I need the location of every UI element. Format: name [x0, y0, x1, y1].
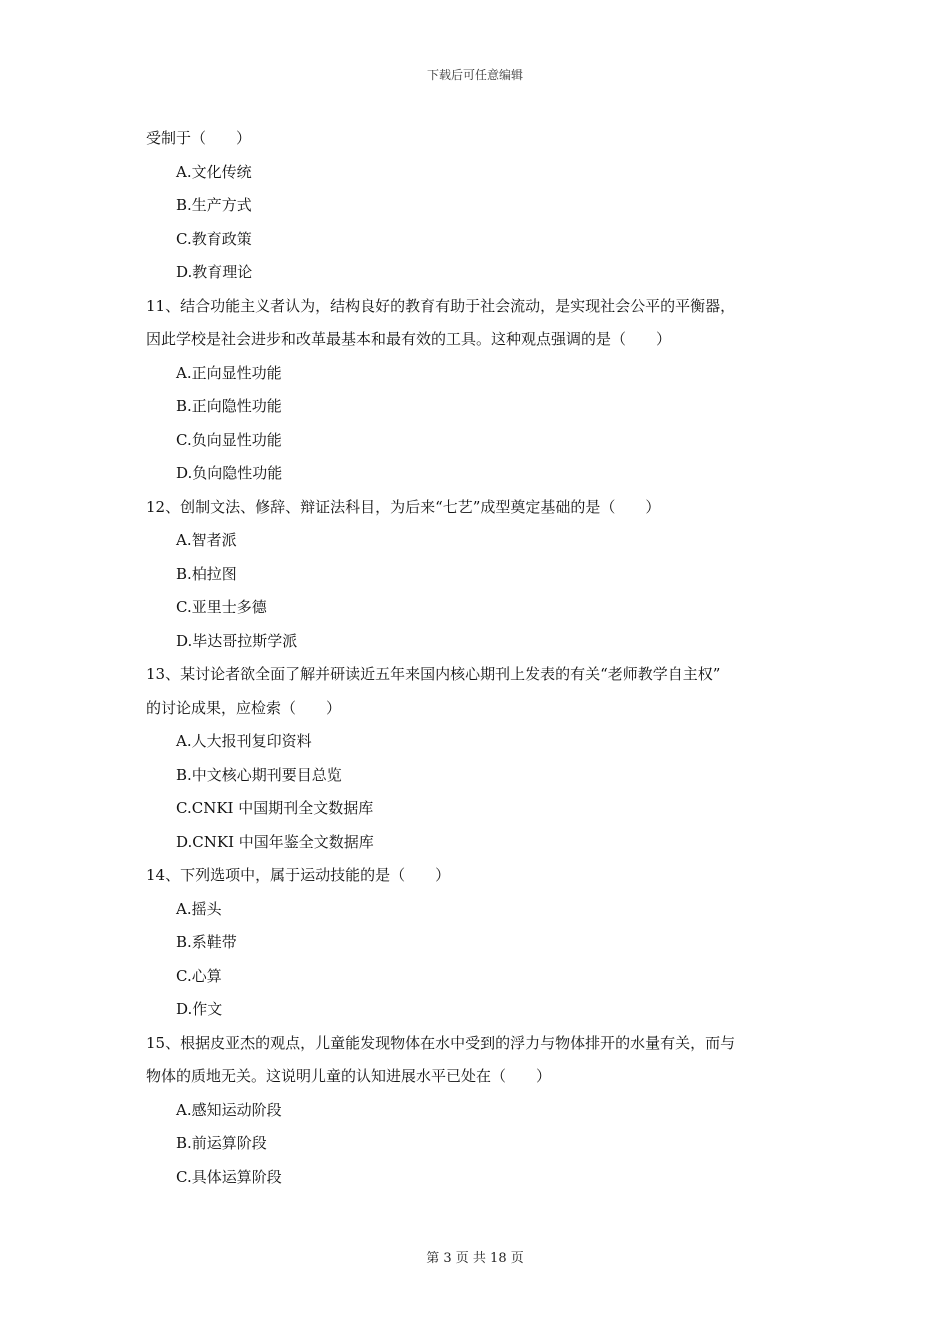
- option-b: B.中文核心期刊要目总览: [176, 765, 342, 784]
- option-c: C.亚里士多德: [176, 598, 267, 616]
- question-text: 11、结合功能主义者认为，结构良好的教育有助于社会流动，是实现社会公平的平衡器，: [146, 296, 736, 315]
- option-d: D.作文: [176, 1000, 223, 1018]
- question-text: 12、创制文法、修辞、辩证法科目，为后来“七艺”成型奠定基础的是（ ）: [146, 497, 661, 516]
- option-c: C.CNKI 中国期刊全文数据库: [176, 799, 374, 817]
- option-c: C.心算: [176, 966, 222, 985]
- option-a: A.摇头: [176, 899, 222, 918]
- question-15: [146, 1027, 816, 1195]
- option-d: D.CNKI 中国年鉴全文数据库: [176, 832, 374, 851]
- option-c: C.教育政策: [176, 229, 252, 248]
- question-block: [146, 122, 816, 290]
- question-text: 14、下列选项中，属于运动技能的是（ ）: [146, 866, 451, 884]
- question-text: 15、根据皮亚杰的观点，儿童能发现物体在水中受到的浮力与物体排开的水量有关，而与: [146, 1033, 736, 1052]
- page-header: 下载后可任意编辑: [426, 68, 523, 82]
- option-a: A.感知运动阶段: [176, 1100, 282, 1119]
- option-d: D.负向隐性功能: [176, 464, 283, 482]
- question-12: [146, 491, 816, 659]
- page-footer: 第 3 页 共 18 页: [426, 1251, 524, 1266]
- option-a: A.人大报刊复印资料: [176, 732, 312, 750]
- option-b: B.生产方式: [176, 196, 252, 214]
- option-d: D.教育理论: [176, 263, 253, 281]
- option-c: C.具体运算阶段: [176, 1167, 282, 1186]
- option-d: D.毕达哥拉斯学派: [176, 631, 298, 650]
- question-text: 受制于（ ）: [146, 129, 252, 147]
- question-text: 物体的质地无关。这说明儿童的认知进展水平已处在（ ）: [146, 1067, 552, 1085]
- question-text: 的讨论成果，应检索（ ）: [146, 698, 342, 717]
- option-b: B.柏拉图: [176, 564, 237, 583]
- option-c: C.负向显性功能: [176, 430, 282, 449]
- option-b: B.正向隐性功能: [176, 397, 282, 415]
- option-a: A.智者派: [176, 531, 237, 549]
- option-a: A.文化传统: [176, 162, 252, 181]
- option-a: A.正向显性功能: [176, 363, 282, 382]
- question-13: [146, 658, 816, 859]
- question-11: [146, 290, 816, 491]
- document-body: [146, 122, 816, 1194]
- question-14: [146, 859, 816, 1027]
- option-b: B.前运算阶段: [176, 1134, 267, 1152]
- question-text: 因此学校是社会进步和改革最基本和最有效的工具。这种观点强调的是（ ）: [146, 330, 672, 348]
- question-text: 13、某讨论者欲全面了解并研读近五年来国内核心期刊上发表的有关“老师教学自主权”: [146, 665, 721, 683]
- option-b: B.系鞋带: [176, 933, 237, 951]
